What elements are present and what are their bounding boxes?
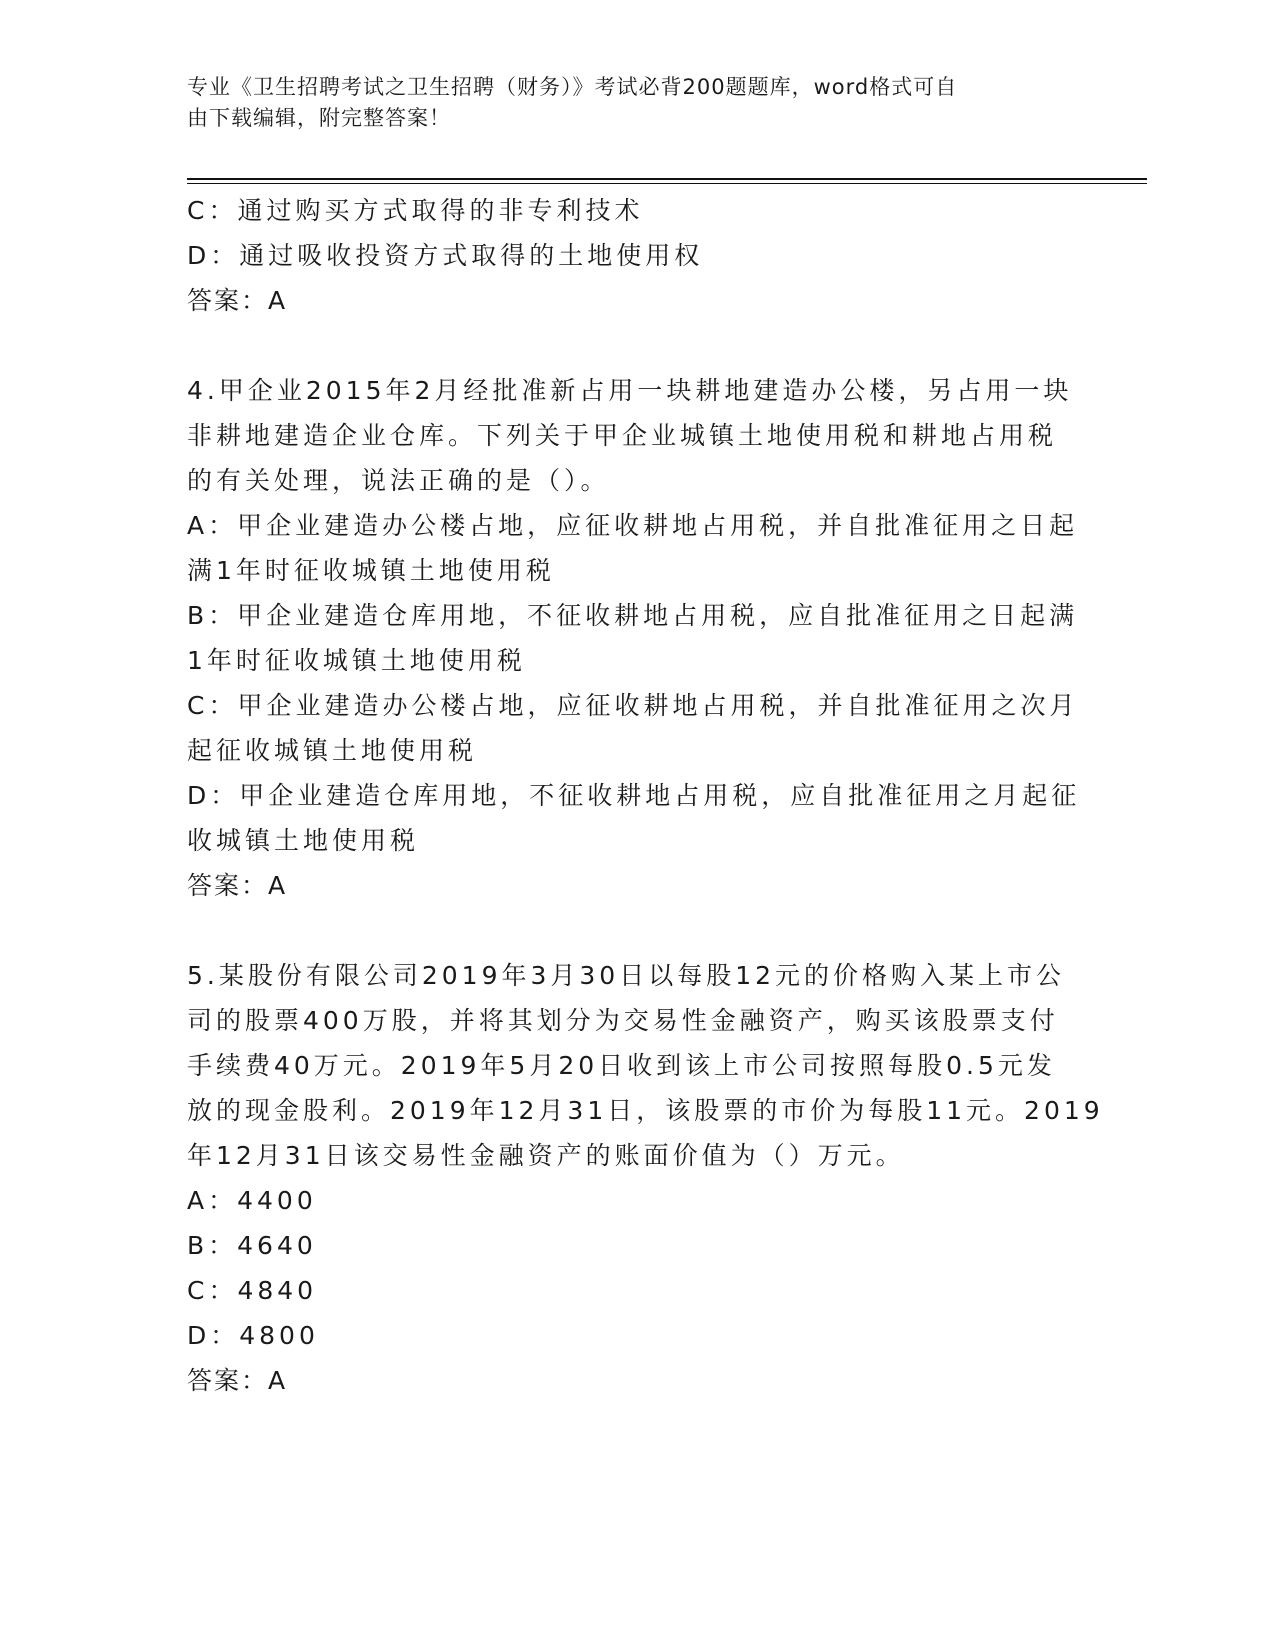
option-d-cont: 收城镇土地使用税	[187, 826, 420, 855]
header-divider-thick	[187, 178, 1147, 180]
option-d: D：4800	[187, 1321, 319, 1350]
question-stem: 5.某股份有限公司2019年3月30日以每股12元的价格购入某上市公	[187, 961, 1066, 990]
option-b-cont: 1年时征收城镇土地使用税	[187, 646, 526, 675]
option-a-cont: 满1年时征收城镇土地使用税	[187, 556, 555, 585]
header-title-line-2: 由下载编辑，附完整答案！	[187, 106, 451, 130]
option-c-cont: 起征收城镇土地使用税	[187, 736, 478, 765]
spacer	[187, 323, 1087, 368]
spacer	[187, 908, 1087, 953]
question-content	[187, 188, 1104, 1403]
option-b: B：4640	[187, 1231, 317, 1260]
document-header	[187, 72, 1067, 134]
answer: 答案：A	[187, 286, 288, 315]
question-stem: 司的股票400万股，并将其划分为交易性金融资产，购买该股票支付	[187, 1006, 1059, 1035]
option-c: C：通过购买方式取得的非专利技术	[187, 196, 644, 225]
question-stem: 年12月31日该交易性金融资产的账面价值为（）万元。	[187, 1141, 905, 1170]
option-c: C：4840	[187, 1276, 318, 1305]
question-5	[187, 953, 1104, 1403]
question-3-tail	[187, 188, 1087, 323]
question-stem: 4.甲企业2015年2月经批准新占用一块耕地建造办公楼，另占用一块	[187, 376, 1073, 405]
header-divider-thin	[187, 183, 1147, 184]
answer: 答案：A	[187, 1366, 288, 1395]
option-d: D：通过吸收投资方式取得的土地使用权	[187, 241, 704, 270]
answer: 答案：A	[187, 871, 288, 900]
header-title-line-1: 专业《卫生招聘考试之卫生招聘（财务）》考试必背200题题库，word格式可自	[187, 75, 958, 99]
option-d: D：甲企业建造仓库用地，不征收耕地占用税，应自批准征用之月起征	[187, 781, 1081, 810]
option-c: C：甲企业建造办公楼占地，应征收耕地占用税，并自批准征用之次月	[187, 691, 1079, 720]
question-stem: 非耕地建造企业仓库。下列关于甲企业城镇土地使用税和耕地占用税	[187, 421, 1058, 450]
question-stem: 放的现金股利。2019年12月31日，该股票的市价为每股11元。2019	[187, 1096, 1104, 1125]
option-a: A：甲企业建造办公楼占地，应征收耕地占用税，并自批准征用之日起	[187, 511, 1079, 540]
question-stem: 手续费40万元。2019年5月20日收到该上市公司按照每股0.5元发	[187, 1051, 1056, 1080]
option-a: A：4400	[187, 1186, 317, 1215]
option-b: B：甲企业建造仓库用地，不征收耕地占用税，应自批准征用之日起满	[187, 601, 1079, 630]
question-stem: 的有关处理，说法正确的是（）。	[187, 466, 610, 495]
question-4	[187, 368, 1087, 908]
